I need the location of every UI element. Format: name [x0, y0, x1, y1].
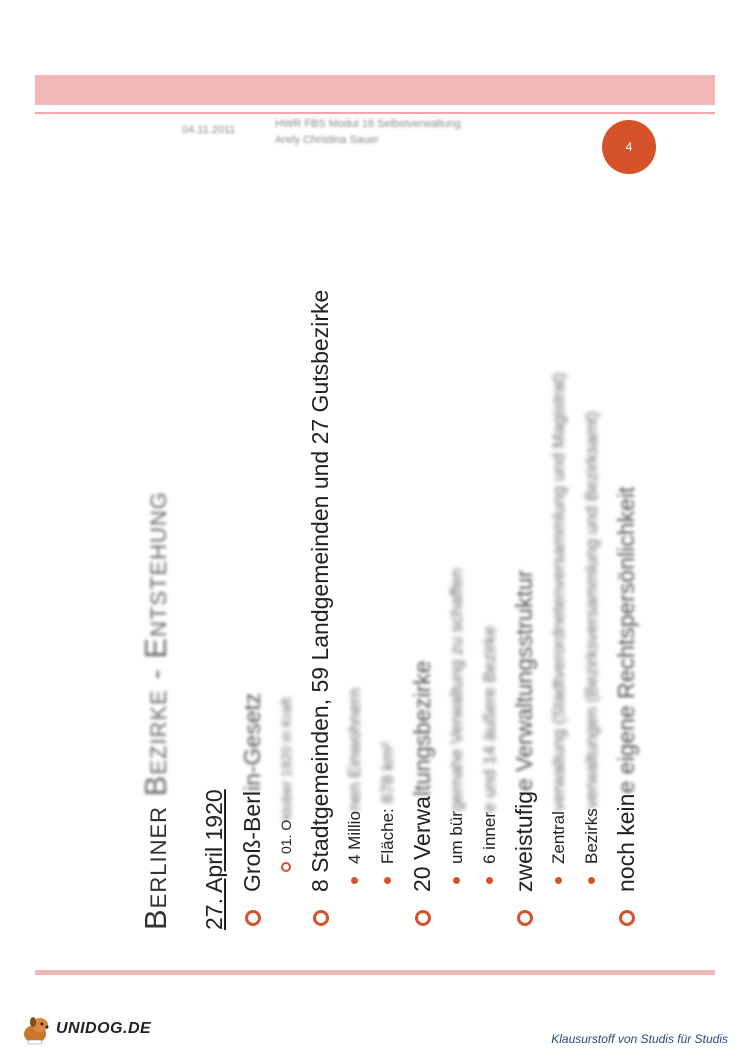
footer-band	[35, 970, 715, 975]
page-number: 4	[625, 140, 633, 154]
bullet-dot-icon	[588, 877, 595, 884]
list-item: 8 Stadtgemeinden, 59 Landgemeinden und 27 Gutsbezirke	[302, 230, 338, 930]
bullet-dot-icon	[453, 877, 460, 884]
list-item: zweistufige Verwaltungsstruktur	[506, 230, 542, 930]
bullet-small-ring-icon	[281, 862, 291, 872]
bullet-ring-icon	[517, 910, 533, 926]
list-item: noch keine eigene Rechtspersönlichkeit	[608, 230, 644, 930]
dog-icon	[20, 1012, 54, 1046]
header-info	[275, 116, 461, 148]
list-item: 6 innere und 14 äußere Bezirke	[473, 230, 506, 930]
page-number-badge	[602, 120, 656, 174]
list-item: 01. Oktober 1920 in Kraft	[270, 230, 302, 930]
header-course: HWR FBS Modul 18 Selbstverwaltung	[275, 118, 461, 130]
bullet-ring-icon	[619, 910, 635, 926]
bullet-list	[194, 230, 644, 930]
bullet-ring-icon	[245, 910, 261, 926]
slide-title	[138, 491, 174, 930]
list-item: Groß-Berlin-Gesetz	[234, 230, 270, 930]
list-item: 20 Verwaltungsbezirke	[404, 230, 440, 930]
list-item: Bezirksverwaltungen (Bezirksversammlung und Bezirksamt)	[575, 230, 608, 930]
footer-logo[interactable]	[20, 1012, 151, 1046]
bullet-dot-icon	[351, 877, 358, 884]
bullet-ring-icon	[313, 910, 329, 926]
header-author: Arely Christina Sauer	[275, 134, 379, 146]
list-item: 4 Millionen Einwohnern	[338, 230, 371, 930]
footer-tagline: Klausurstoff von Studis für Studis	[551, 1032, 728, 1046]
slide-title-part1: Berliner	[138, 796, 173, 930]
bullet-dot-icon	[384, 877, 391, 884]
bullet-dot-icon	[555, 877, 562, 884]
list-item: um bürgernahe Verwaltung zu schaffen	[440, 230, 473, 930]
date-heading: 27. April 1920	[201, 789, 227, 930]
slide-content	[130, 230, 690, 930]
header-date: 04.11.2011	[182, 124, 236, 136]
logo-text: UNIDOG.DE	[56, 1020, 152, 1037]
bullet-dot-icon	[486, 877, 493, 884]
list-item: Zentralverwaltung (Stadtverordnetenversammlung und Magistrat)	[542, 230, 575, 930]
list-item: Fläche: 878 km²	[371, 230, 404, 930]
slide-title-part2: Bezirke - Entstehung	[138, 491, 173, 797]
bullet-ring-icon	[415, 910, 431, 926]
header-band	[35, 75, 715, 105]
header-divider	[35, 112, 715, 114]
